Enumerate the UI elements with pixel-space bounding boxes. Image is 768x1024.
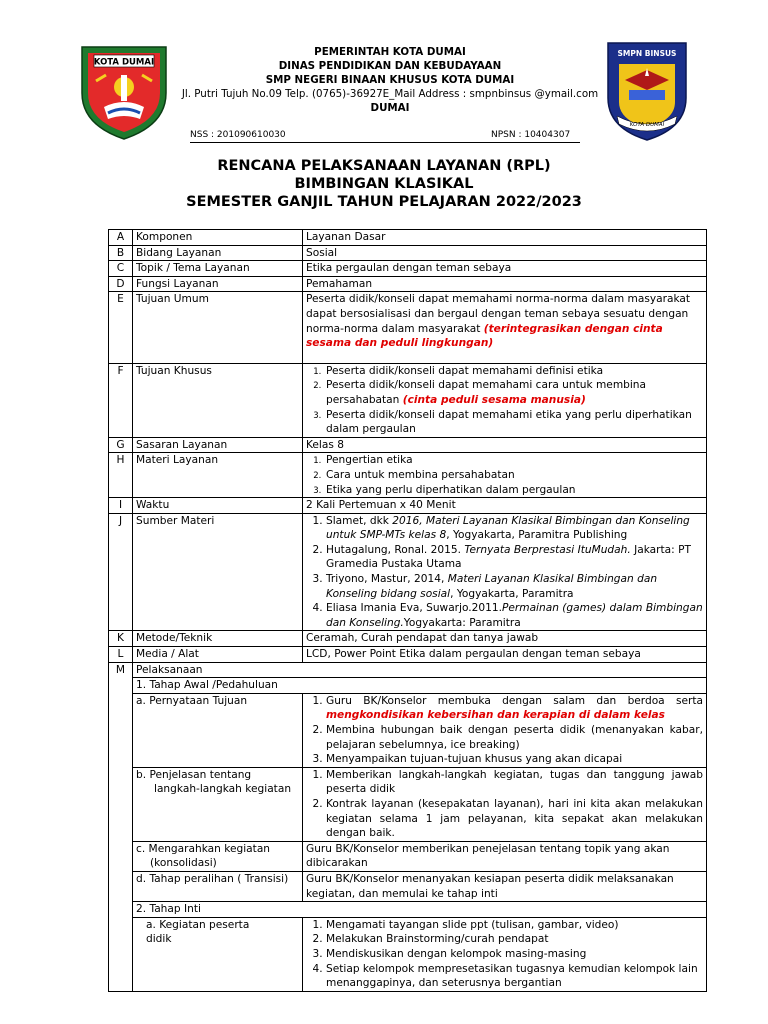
step-label-text: b. Penjelasan tentang langkah-langkah kegiatan [136, 768, 292, 796]
step-label: a. Pernyataan Tujuan [133, 693, 303, 767]
step-value [303, 693, 707, 767]
list-item: 2. Kontrak layanan (kesepakatan layanan), hari ini kita akan melakukan kegiatan selama 1 jam pelayanan, kita sepakat akan melakukan dengan baik. [326, 797, 703, 841]
step-label [133, 841, 303, 871]
row-value: Pemahaman [303, 276, 707, 292]
row-label: Tujuan Khusus [133, 363, 303, 437]
row-label: Tujuan Umum [133, 292, 303, 363]
letterhead [0, 0, 768, 150]
table-row [109, 841, 707, 871]
row-code: M [109, 662, 133, 991]
nss-number: NSS : 201090610030 [190, 130, 286, 140]
row-label: Bidang Layanan [133, 245, 303, 261]
list-item [326, 543, 703, 572]
school-name: SMP NEGERI BINAAN KHUSUS KOTA DUMAI [265, 74, 515, 86]
table-row [109, 662, 707, 678]
list-item-red: (cinta peduli sesama manusia) [402, 393, 586, 406]
row-value [303, 453, 707, 498]
tujuan-umum-text: Peserta didik/konseli dapat memahami norma-norma dalam masyarakat dapat bersosialisasi dan bergaul dengan teman sebaya sesuatu dengan norma-norma dalam masyarakat [306, 293, 691, 335]
step-list [306, 694, 703, 767]
list-item: 2. Melakukan Brainstorming/curah pendapat [326, 932, 703, 947]
stage-heading: 1. Tahap Awal /Pedahuluan [133, 678, 707, 694]
list-item [326, 514, 703, 543]
ref-title: Materi Layanan Klasikal Bimbingan dan Konseling bidang sosial [326, 573, 658, 600]
table-row [109, 437, 707, 453]
step-label [133, 917, 303, 991]
row-label: Komponen [133, 230, 303, 246]
step-label-text: d. Tahap peralihan ( Transisi) [136, 872, 289, 885]
table-row [109, 276, 707, 292]
table-row [109, 513, 707, 631]
row-code: D [109, 276, 133, 292]
list-item [326, 572, 703, 601]
list-item: 3. Etika yang perlu diperhatikan dalam pergaulan [324, 483, 703, 498]
row-code: B [109, 245, 133, 261]
step-value [303, 767, 707, 841]
row-code: C [109, 261, 133, 277]
row-code: A [109, 230, 133, 246]
row-code: G [109, 437, 133, 453]
list-item: 1. Memberikan langkah-langkah kegiatan, tugas dan tanggung jawab peserta didik [326, 768, 703, 797]
table-row [109, 498, 707, 514]
rpl-table [108, 229, 707, 992]
step-list [306, 768, 703, 841]
row-value: LCD, Power Point Etika dalam pergaulan dengan teman sebaya [303, 647, 707, 663]
ref-title: Ternyata Berprestasi ItuMudah. [464, 543, 631, 556]
ref-author: Hutagalung, Ronal. 2015. [326, 543, 465, 556]
row-code: J [109, 513, 133, 631]
table-row [109, 678, 707, 694]
kota-dumai-logo [78, 41, 170, 141]
table-row [109, 230, 707, 246]
step-list [306, 918, 703, 991]
table-row [109, 453, 707, 498]
letterhead-text [170, 45, 610, 115]
row-label: Sumber Materi [133, 513, 303, 631]
tujuan-khusus-list [306, 364, 703, 437]
ref-author: Eliasa Imania Eva, Suwarjo.2011. [326, 602, 502, 615]
row-label: Metode/Teknik [133, 631, 303, 647]
ref-title: Permainan (games) dalam Bimbingan dan Konseling. [326, 602, 703, 629]
row-value [303, 363, 707, 437]
list-item: 3. Peserta didik/konseli dapat memahami etika yang perlu diperhatikan dalam pergaulan [324, 408, 703, 437]
school-address: Jl. Putri Tujuh No.09 Telp. (0765)-36927E_Mail Address : smpnbinsus @ymail.com [181, 88, 599, 100]
list-item-text: Peserta didik/konseli dapat memahami cara untuk membina persahabatan [326, 379, 647, 406]
tujuan-umum-red: (terintegrasikan dengan cinta sesama dan peduli lingkungan) [306, 322, 663, 350]
step-value: Guru BK/Konselor memberikan penejelasan tentang topik yang akan dibicarakan [303, 841, 707, 871]
row-label: Pelaksanaan [133, 662, 707, 678]
ref-publisher: , Yogyakarta, Paramitra Publishing [446, 529, 628, 542]
school-city: DUMAI [370, 102, 410, 114]
list-item: 1. Pengertian etika [324, 453, 703, 468]
row-value: Sosial [303, 245, 707, 261]
row-code: H [109, 453, 133, 498]
table-row [109, 902, 707, 918]
table-row [109, 261, 707, 277]
row-label: Fungsi Layanan [133, 276, 303, 292]
logo-right-banner: KOTA DUMAI [629, 122, 665, 128]
step-label [133, 767, 303, 841]
list-item: 1. Peserta didik/konseli dapat memahami definisi etika [324, 364, 703, 379]
ref-publisher: Jakarta: PT Gramedia Pustaka Utama [326, 543, 691, 571]
table-row [109, 693, 707, 767]
list-item: 3. Menyampaikan tujuan-tujuan khusus yang akan dicapai [326, 752, 703, 767]
sumber-list [306, 514, 703, 631]
step-value [303, 917, 707, 991]
npsn-number: NPSN : 10404307 [491, 130, 571, 140]
dept-name: DINAS PENDIDIKAN DAN KEBUDAYAAN [278, 60, 502, 72]
smpn-binsus-logo [605, 40, 689, 142]
row-code: F [109, 363, 133, 437]
table-row [109, 631, 707, 647]
logo-right-text: SMPN BINSUS [617, 49, 677, 58]
list-item [324, 378, 703, 407]
table-row [109, 871, 707, 901]
list-item [326, 694, 703, 723]
ref-author: Slamet, dkk [326, 514, 393, 527]
row-value: 2 Kali Pertemuan x 40 Menit [303, 498, 707, 514]
row-code: I [109, 498, 133, 514]
step-label-text: a. Kegiatan peserta didik [146, 918, 250, 946]
ref-publisher: Yogyakarta: Paramitra [403, 616, 521, 629]
logo-left-text: KOTA DUMAI [93, 57, 155, 68]
row-value: Etika pergaulan dengan teman sebaya [303, 261, 707, 277]
row-label: Materi Layanan [133, 453, 303, 498]
ref-author: Triyono, Mastur, 2014, [326, 573, 448, 586]
row-value [303, 513, 707, 631]
table-row [109, 245, 707, 261]
row-code: L [109, 647, 133, 663]
doc-title-line2: BIMBINGAN KLASIKAL [294, 176, 474, 192]
list-item: 4. Setiap kelompok mempresetasikan tugasnya kemudian kelompok lain menanggapinya, dan seterusnya bergantian [326, 962, 703, 991]
gov-name: PEMERINTAH KOTA DUMAI [314, 46, 466, 58]
table-row [109, 647, 707, 663]
letterhead-divider [190, 142, 580, 143]
row-value: Ceramah, Curah pendapat dan tanya jawab [303, 631, 707, 647]
list-item-text: Guru BK/Konselor membuka dengan salam dan berdoa serta [326, 694, 703, 707]
list-item: 2. Cara untuk membina persahabatan [324, 468, 703, 483]
table-row [109, 363, 707, 437]
ref-title: 2016, Materi Layanan Klasikal Bimbingan dan Konseling untuk SMP-MTs kelas 8 [326, 514, 690, 542]
row-code: E [109, 292, 133, 363]
list-item: 2. Membina hubungan baik dengan peserta didik (menanyakan kabar, pelajaran sebelumnya, ice breaking) [326, 723, 703, 752]
ref-publisher: , Yogyakarta, Paramitra [450, 587, 574, 600]
row-label: Topik / Tema Layanan [133, 261, 303, 277]
step-value: Guru BK/Konselor menanyakan kesiapan peserta didik melaksanakan kegiatan, dan memulai ke tahap inti [303, 871, 707, 901]
table-row [109, 767, 707, 841]
row-label: Waktu [133, 498, 303, 514]
materi-list [306, 453, 703, 497]
stage-heading: 2. Tahap Inti [133, 902, 707, 918]
row-value: Layanan Dasar [303, 230, 707, 246]
row-label: Sasaran Layanan [133, 437, 303, 453]
list-item [326, 601, 703, 630]
doc-title-line3: SEMESTER GANJIL TAHUN PELAJARAN 2022/2023 [186, 194, 582, 210]
step-label [133, 871, 303, 901]
list-item: 1. Mengamati tayangan slide ppt (tulisan, gambar, video) [326, 918, 703, 933]
list-item-red: mengkondisikan kebersihan dan kerapian di dalam kelas [326, 709, 665, 722]
row-value: Kelas 8 [303, 437, 707, 453]
row-code: K [109, 631, 133, 647]
list-item: 3. Mendiskusikan dengan kelompok masing-masing [326, 947, 703, 962]
doc-title-line1: RENCANA PELAKSANAAN LAYANAN (RPL) [217, 158, 551, 174]
step-label-text: c. Mengarahkan kegiatan (konsolidasi) [136, 842, 271, 870]
table-row [109, 917, 707, 991]
row-label: Media / Alat [133, 647, 303, 663]
table-row [109, 292, 707, 363]
row-value [303, 292, 707, 363]
